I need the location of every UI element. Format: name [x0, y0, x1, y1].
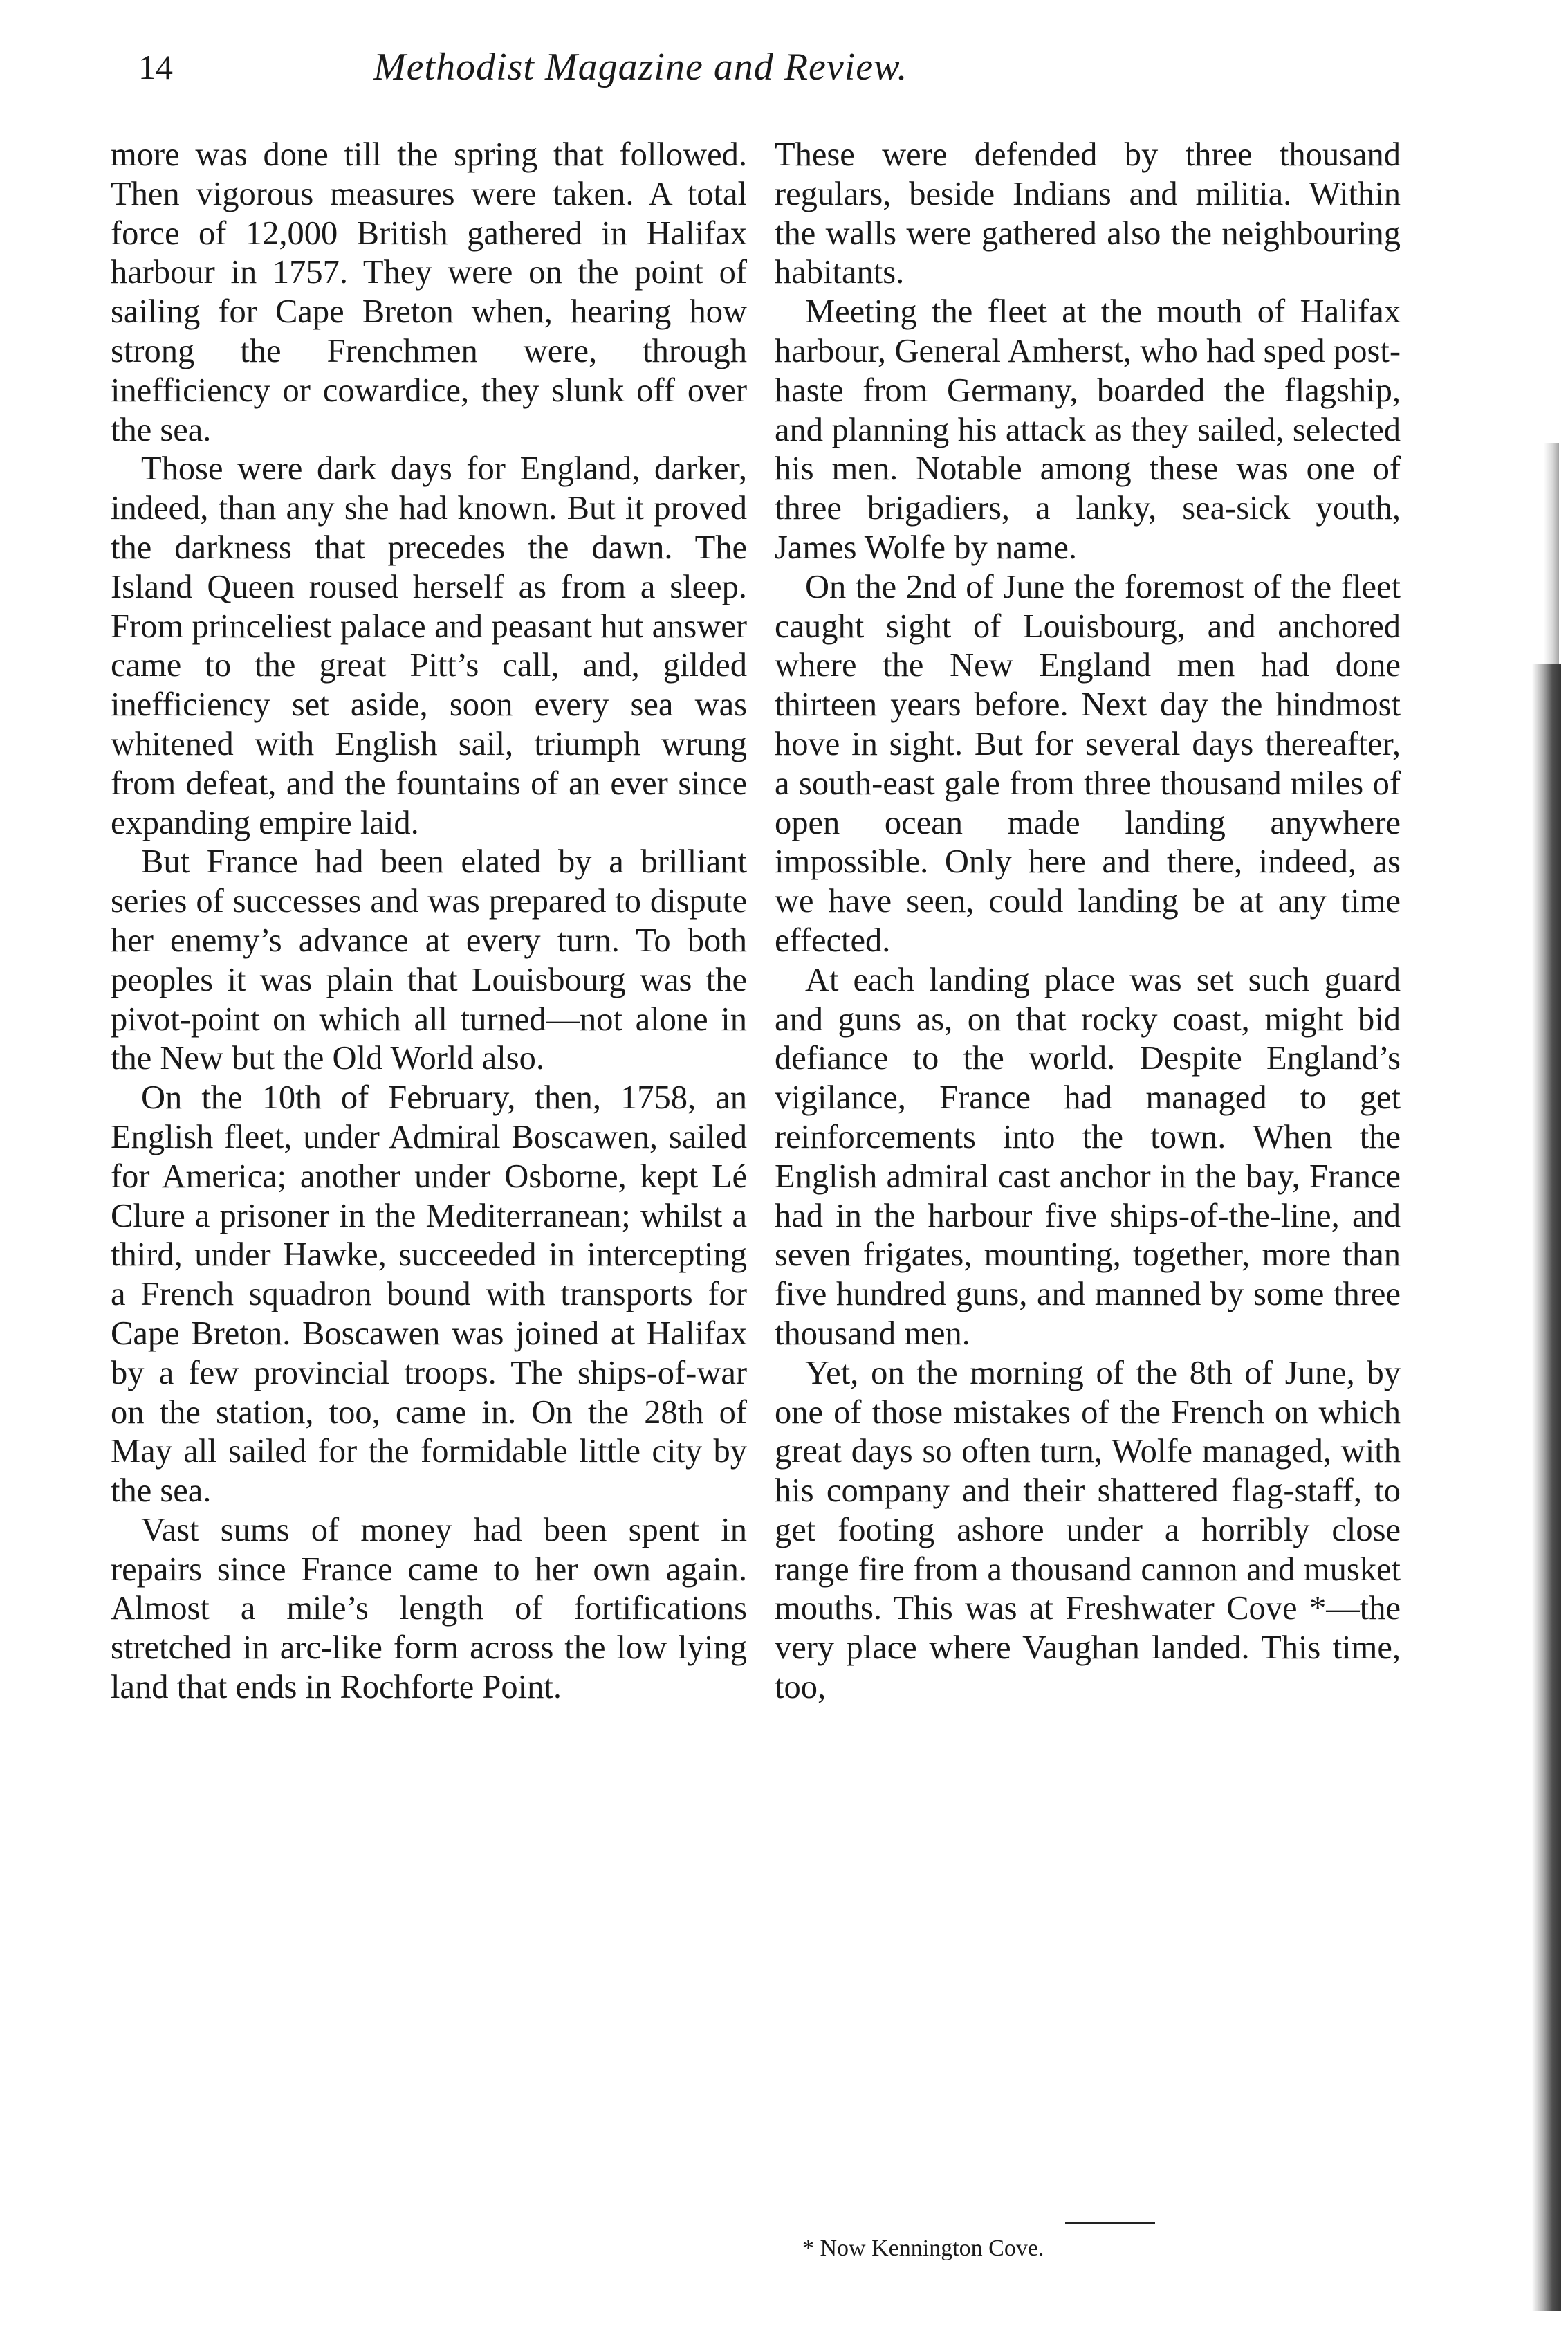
paragraph: These were defended by three thousand regulars, beside Indians and militia. Within the walls were gathered also the neighbouring habitants.: [775, 136, 1401, 291]
page-number: 14: [138, 48, 173, 86]
paragraph: Yet, on the morning of the 8th of June, by one of those mistakes of the French on which great days so often turn, Wolfe managed, with his company and their shattered flag-staff, to get footing ashore under a horribly close range fire from a thousand cannon and musket mouths. This was at Freshwater Cove *—the very place where Vaughan landed. This time, too,: [775, 1354, 1401, 1706]
paragraph: On the 2nd of June the foremost of the fleet caught sight of Louisbourg, and anchored where the New England men had done thirteen years before. Next day the hindmost hove in sight. But for several days thereafter, a south-east gale from three thousand miles of open ocean made landing anywhere impossible. Only here and there, indeed, as we have seen, could landing be at any time effected.: [775, 568, 1401, 959]
scan-edge-shadow: [1532, 664, 1561, 2311]
paragraph: On the 10th of February, then, 1758, an English fleet, under Admiral Boscawen, sailed for America; another under Osborne, kept Lé Clure a prisoner in the Mediterranean; whilst a third, under Hawke, succeeded in intercepting a French squadron bound with transports for Cape Breton. Boscawen was joined at Halifax by a few provincial troops. The ships-of-war on the station, too, came in. On the 28th of May all sailed for the formidable little city by the sea.: [111, 1079, 747, 1510]
right-column: [775, 136, 1401, 1708]
left-column: [111, 136, 747, 1708]
footnote-rule: [1065, 2222, 1155, 2224]
paragraph: Those were dark days for England, darker, indeed, than any she had known. But it proved the darkness that precedes the dawn. The Island Queen roused herself as from a sleep. From princeliest palace and peasant hut answer came to the great Pitt’s call, and, gilded inefficiency set aside, soon every sea was whitened with English sail, triumph wrung from defeat, and the fountains of an ever since expanding empire laid.: [111, 450, 747, 841]
paragraph: more was done till the spring that followed. Then vigorous measures were taken. A total force of 12,000 British gathered in Halifax harbour in 1757. They were on the point of sailing for Cape Breton when, hearing how strong the Frenchmen were, through inefficiency or cowardice, they slunk off over the sea.: [111, 136, 747, 448]
running-head: Methodist Magazine and Review.: [373, 46, 908, 89]
paragraph: But France had been elated by a brilliant series of successes and was prepared to dispute her enemy’s advance at every turn. To both peoples it was plain that Louisbourg was the pivot-point on which all turned—not alone in the New but the Old World also.: [111, 843, 747, 1077]
paragraph: Vast sums of money had been spent in repairs since France came to her own again. Almost a mile’s length of fortifications stretched in arc-like form across the low lying land that ends in Rochforte Point.: [111, 1511, 747, 1706]
scan-edge-shadow: [1544, 443, 1559, 664]
paragraph: Meeting the fleet at the mouth of Halifax harbour, General Amherst, who had sped post-haste from Germany, boarded the flagship, and planning his attack as they sailed, selected his men. Notable among these was one of three brigadiers, a lanky, sea-sick youth, James Wolfe by name.: [775, 293, 1401, 566]
footnote: * Now Kennington Cove.: [802, 2235, 1044, 2261]
paragraph: At each landing place was set such guard and guns as, on that rocky coast, might bid defiance to the world. Despite England’s vigilance, France had managed to get reinforcements into the town. When the English admiral cast anchor in the bay, France had in the harbour five ships-of-the-line, and seven frigates, mounting, together, more than five hundred guns, and manned by some three thousand men.: [775, 961, 1401, 1352]
